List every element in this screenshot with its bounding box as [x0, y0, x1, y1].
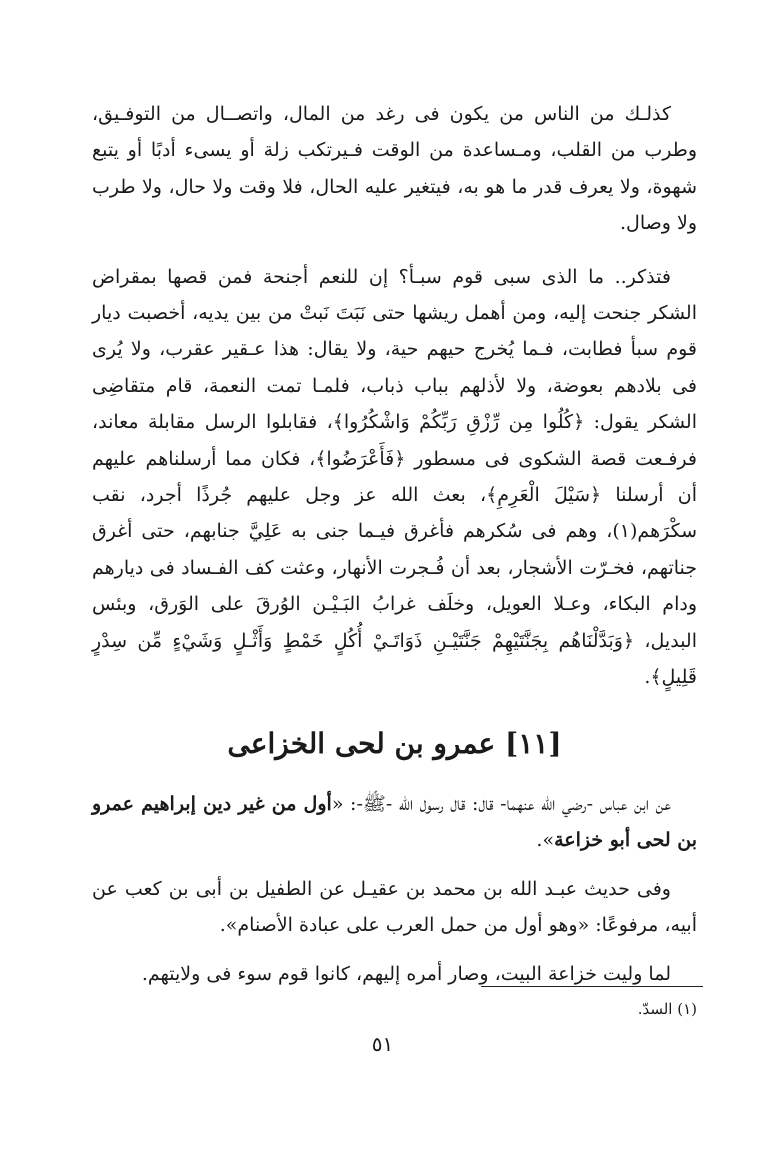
paragraph-1: كذلـك من الناس من يكون فى رغد من المال، واتصــال من التوفـيق، وطرب من القلب، ومـساعدة من الوقت فـيرتكب زلة أو يسىء أدبًا أو يتبع شهوة، ولا يعرف قدر ما هو به، فيتغير عليه الحال، فلا وقت ولا حال، ولا طرب ولا وصال.: [92, 103, 697, 235]
footnote: (١) السدّ.: [637, 1000, 697, 1018]
section-heading: [١١] عمرو بن لحى الخزاعى: [227, 727, 562, 760]
section-body: [92, 786, 697, 992]
closing-paragraph: لما وليت خزاعة البيت، وصار أمره إليهم، كانوا قوم سوء فى ولايتهم.: [141, 962, 671, 985]
paragraph-2: فتذكر.. ما الذى سبى قوم سبـأ؟ إن للنعم أجنحة فمن قصها بمقراض الشكر جنحت إليه، ومن أهمل ريشها حتى نَبَتَ نَبتْ من بين يديه، أخصبت ديار قوم سبأ فطابت، فـما يُخرج حيهم حية، ولا يقال: هذا عـقير عقرب، ولا يُرى فى بلادهم بعوضة، ولا لأذلهم بباب ذباب، فلمـا تمت النعمة، قام متقاضِى الشكر يقول: ﴿كُلُوا مِن رِّزْقِ رَبِّكُمْ وَاشْكُرُوا﴾، فقابلوا الرسل مقابلة معاند، فرفـعت قصة الشكوى فى مسطور ﴿فَأَعْرَضُوا﴾، فكان مما أرسلناهم عليهم أن أرسلنا ﴿سَيْلَ الْعَرِمِ﴾، بعث الله عز وجل عليهم جُرذًا أجرد، نقب سكْرَهم(١)، وهم فى سُكرهم فأغرق فيـما جنى به عَلِيَّ جنابهم، حتى أغرق جناتهم، فخـرّت الأشجار، بعد أن فُـجرت الأنهار، وعثت كف الفـساد فى ديارهم ودام البكاء، وعـلا العويل، وخلَف غرابُ البَـيْـن الوُرقَ على الوَرق، وبئس البديل، ﴿وَبَدَّلْنَاهُم بِجَنَّتَيْهِمْ جَنَّتَيْـنِ ذَوَاتَـيْ أُكُلٍ خَمْطٍ وَأَثْـلٍ وَشَيْءٍ مِّن سِدْرٍ قَلِيلٍ﴾.: [92, 265, 697, 689]
hadith-quote: أول من غير دين إبراهيم عمرو بن لحى أبو خزاعة: [92, 793, 697, 852]
footnote-divider: [481, 986, 703, 987]
hadith-intro: عن ابن عباس -رضي الله عنهما- قال: قال رسول الله -ﷺ-: «: [331, 793, 672, 815]
narration-paragraph: وفى حديث عبـد الله بن محمد بن عقيـل عن الطفيل بن أبى بن كعب عن أبيه، مرفوعًا: «وهو أول من حمل العرب على عبادة الأصنام».: [92, 877, 697, 937]
hadith-close: ».: [536, 829, 555, 852]
page-number: ٥١: [371, 1032, 394, 1056]
main-text: [92, 96, 697, 696]
hadith-paragraph: [92, 786, 697, 859]
